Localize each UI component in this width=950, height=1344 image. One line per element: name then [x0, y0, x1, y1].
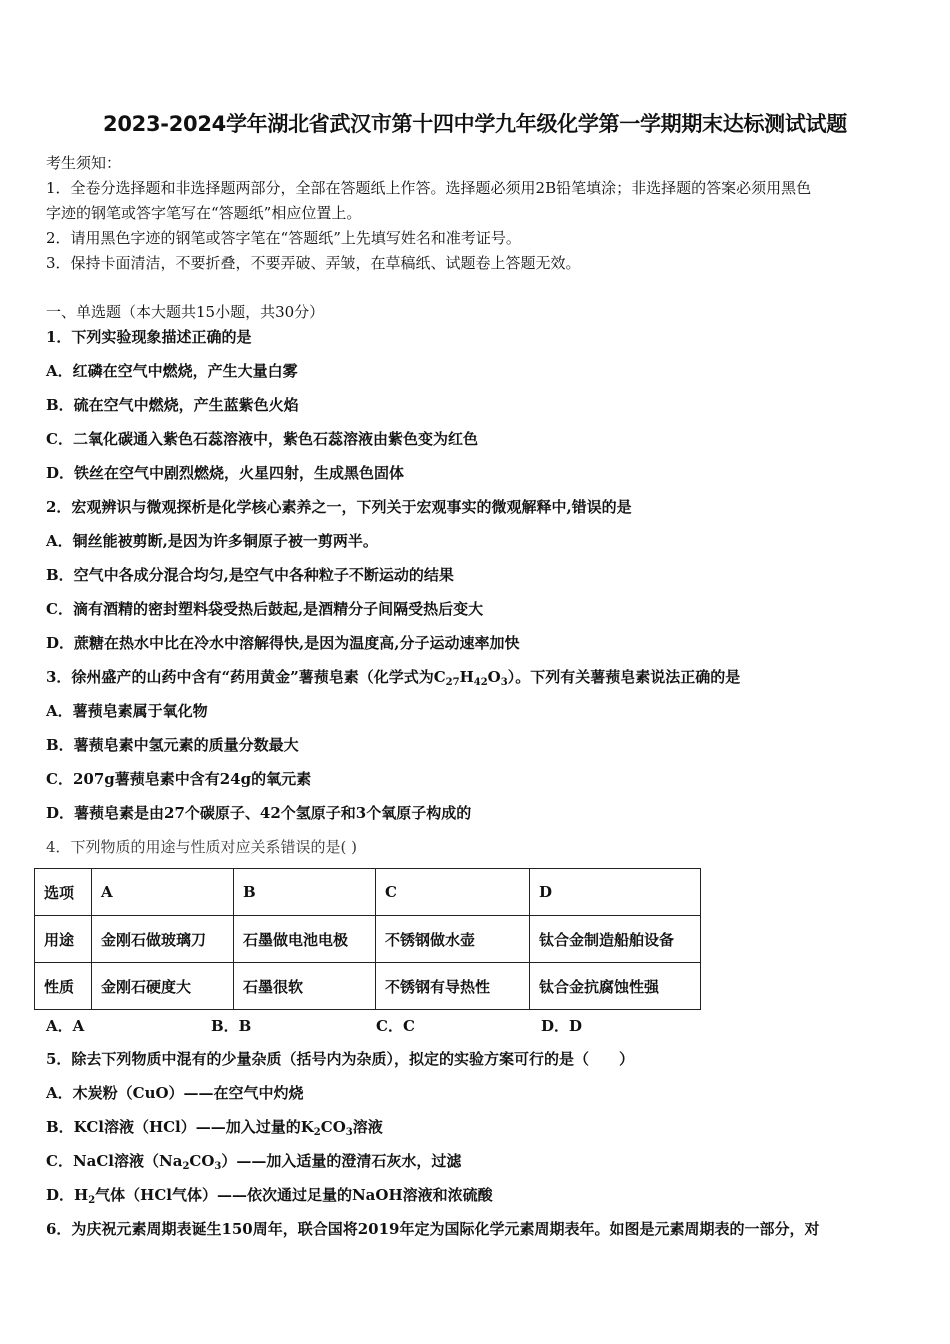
- table-cell: 金刚石硬度大: [92, 963, 234, 1010]
- notice-item-2: 2．请用黑色字迹的钢笔或答字笔在“答题纸”上先填写姓名和准考证号。: [46, 229, 521, 247]
- question-4-answer-b: B．B: [211, 1017, 252, 1035]
- table-cell: 性质: [35, 963, 92, 1010]
- question-1-option-c: C．二氧化碳通入紫色石蕊溶液中，紫色石蕊溶液由紫色变为红色: [46, 430, 478, 448]
- table-cell: B: [234, 869, 376, 916]
- question-1-stem: 1．下列实验现象描述正确的是: [46, 328, 252, 346]
- notice-item-3: 3．保持卡面清洁，不要折叠，不要弄破、弄皱，在草稿纸、试题卷上答题无效。: [46, 254, 581, 272]
- page-title: 2023-2024学年湖北省武汉市第十四中学九年级化学第一学期期末达标测试试题: [103, 112, 847, 136]
- table-cell: 金刚石做玻璃刀: [92, 916, 234, 963]
- question-2-stem: 2．宏观辨识与微观探析是化学核心素养之一，下列关于宏观事实的微观解释中,错误的是: [46, 498, 632, 516]
- question-5-option-a: A．木炭粉（CuO）——在空气中灼烧: [46, 1084, 304, 1102]
- question-1-option-b: B．硫在空气中燃烧，产生蓝紫色火焰: [46, 396, 299, 414]
- table-cell: 钛合金制造船舶设备: [530, 916, 701, 963]
- section-heading: 一、单选题（本大题共15小题，共30分）: [46, 303, 325, 321]
- question-4-answer-c: C．C: [376, 1017, 415, 1035]
- table-row: [35, 869, 701, 916]
- question-2-option-a: A．铜丝能被剪断,是因为许多铜原子被一剪两半。: [46, 532, 378, 550]
- table-row: [35, 963, 701, 1010]
- table-cell: 石墨很软: [234, 963, 376, 1010]
- table-cell: D: [530, 869, 701, 916]
- notice-item-1-cont: 字迹的钢笔或答字笔写在“答题纸”相应位置上。: [46, 204, 362, 222]
- question-1-option-d: D．铁丝在空气中剧烈燃烧，火星四射，生成黑色固体: [46, 464, 405, 482]
- question-1-option-a: A．红磷在空气中燃烧，产生大量白雾: [46, 362, 298, 380]
- question-5-option-d: D．$H_2$气体（HCl气体）——依次通过足量的NaOH溶液和浓硫酸: [46, 1186, 493, 1206]
- question-5-stem: 5．除去下列物质中混有的少量杂质（括号内为杂质），拟定的实验方案可行的是（ ）: [46, 1050, 634, 1068]
- table-cell: 钛合金抗腐蚀性强: [530, 963, 701, 1010]
- table-cell: 选项: [35, 869, 92, 916]
- question-3-option-b: B．薯蓣皂素中氢元素的质量分数最大: [46, 736, 299, 754]
- table-cell: C: [376, 869, 530, 916]
- question-4-table: [34, 868, 701, 1010]
- question-3-option-a: A．薯蓣皂素属于氧化物: [46, 702, 208, 720]
- question-3-option-c: C．207g薯蓣皂素中含有24g的氧元素: [46, 770, 312, 788]
- question-3-option-d: D．薯蓣皂素是由27个碳原子、42个氢原子和3个氧原子构成的: [46, 804, 472, 822]
- question-2-option-c: C．滴有酒精的密封塑料袋受热后鼓起,是酒精分子间隔受热后变大: [46, 600, 484, 618]
- table-cell: 用途: [35, 916, 92, 963]
- question-2-option-d: D．蔗糖在热水中比在冷水中溶解得快,是因为温度高,分子运动速率加快: [46, 634, 520, 652]
- table-cell: A: [92, 869, 234, 916]
- question-5-option-b: B．KCl溶液（HCl）——加入过量的$K_2CO_3$溶液: [46, 1118, 383, 1138]
- question-4-answer-a: A．A: [46, 1017, 85, 1035]
- table-cell: 不锈钢有导热性: [376, 963, 530, 1010]
- question-2-option-b: B．空气中各成分混合均匀,是空气中各种粒子不断运动的结果: [46, 566, 454, 584]
- notice-item-1: 1．全卷分选择题和非选择题两部分，全部在答题纸上作答。选择题必须用2B铅笔填涂；非选择题的答案必须用黑色: [46, 179, 812, 197]
- question-3-stem: 3．徐州盛产的山药中含有“药用黄金”薯蓣皂素（化学式为$C_{27}H_{42}O_3$）。下列有关薯蓣皂素说法正确的是: [46, 668, 741, 688]
- notice-heading: 考生须知：: [46, 154, 122, 172]
- question-4-answer-d: D．D: [541, 1017, 583, 1035]
- table-cell: 不锈钢做水壶: [376, 916, 530, 963]
- question-6-stem: 6．为庆祝元素周期表诞生150周年，联合国将2019年定为国际化学元素周期表年。如图是元素周期表的一部分，对: [46, 1220, 820, 1238]
- table-row: [35, 916, 701, 963]
- question-4-stem: 4．下列物质的用途与性质对应关系错误的是( ): [46, 838, 358, 856]
- question-5-option-c: C．NaCl溶液$(Na_2CO_3)——$加入适量的澄清石灰水，过滤: [46, 1152, 462, 1172]
- table-cell: 石墨做电池电极: [234, 916, 376, 963]
